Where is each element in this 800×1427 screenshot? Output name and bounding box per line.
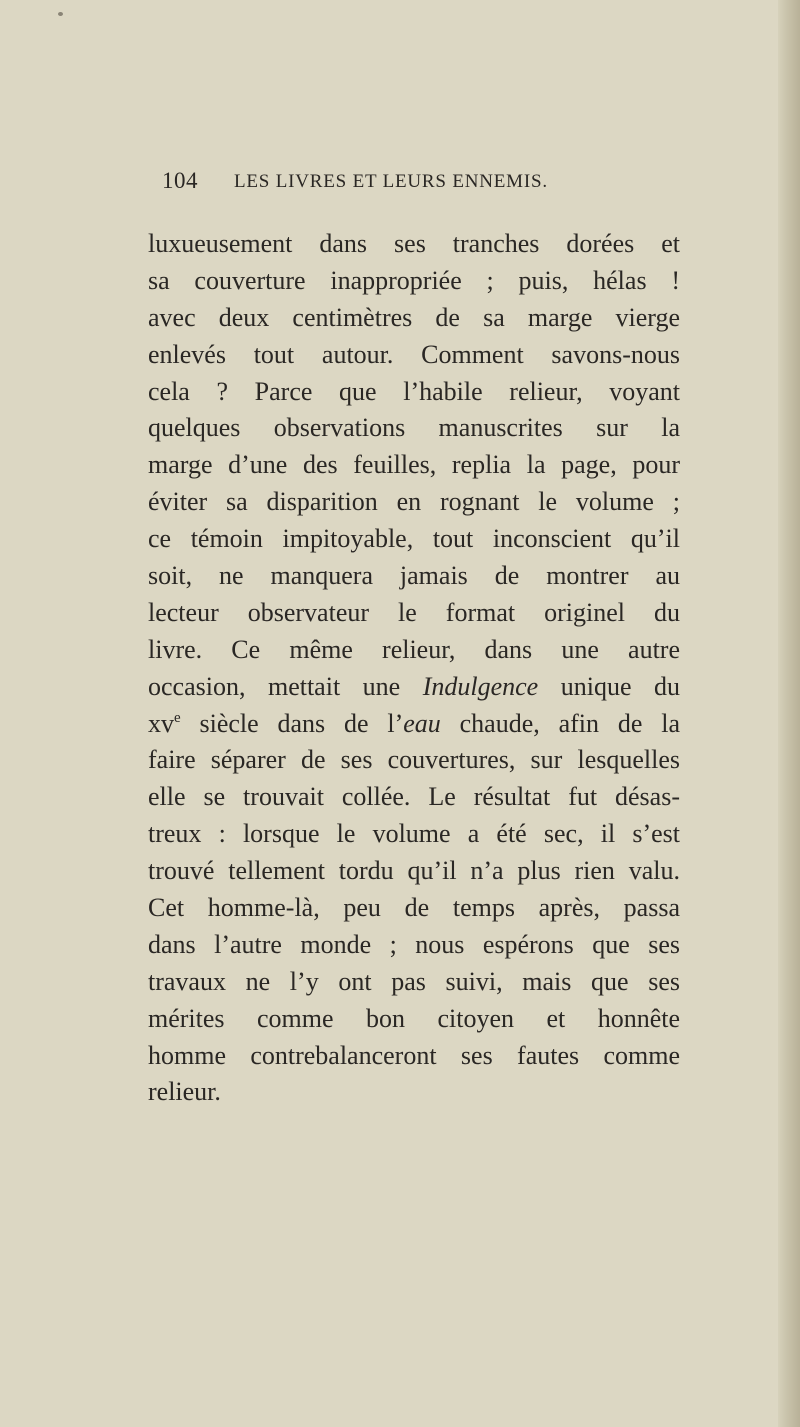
running-header — [162, 168, 642, 198]
italic-term: eau — [403, 708, 441, 738]
superscript: e — [174, 709, 181, 726]
text-line: dans l’autre monde ; nous espérons que ses — [148, 929, 680, 959]
text-line: enlevés tout autour. Comment savons-nous — [148, 339, 680, 369]
page-edge-shadow — [778, 0, 800, 1427]
text-line: cela ? Parce que l’habile relieur, voyant — [148, 376, 680, 406]
text-line: éviter sa disparition en rognant le volume ; — [148, 487, 680, 517]
text-line: trouvé tellement tordu qu’il n’a plus rien valu. — [148, 856, 680, 886]
text-line: soit, ne manquera jamais de montrer au — [148, 561, 680, 591]
text-line: occasion, mettait une Indulgence unique du — [148, 671, 681, 701]
text-line: marge d’une des feuilles, replia la page, pour — [148, 450, 680, 480]
text-line: homme contrebalanceront ses fautes comme — [148, 1040, 680, 1070]
text-line: quelques observations manuscrites sur la — [148, 413, 680, 443]
text-line: avec deux centimètres de sa marge vierge — [148, 302, 680, 332]
text-line: livre. Ce même relieur, dans une autre — [148, 634, 680, 664]
text-line: treux : lorsque le volume a été sec, il s’est — [148, 819, 680, 849]
text-line: faire séparer de ses couvertures, sur lesquelles — [148, 745, 680, 775]
paper-speck — [58, 12, 63, 16]
text-line: ce témoin impitoyable, tout inconscient qu’il — [148, 524, 680, 554]
text-line: elle se trouvait collée. Le résultat fut désas- — [148, 782, 680, 812]
text-line: mérites comme bon citoyen et honnête — [148, 1003, 680, 1033]
text-line: sa couverture inappropriée ; puis, hélas ! — [148, 265, 680, 295]
text-line: travaux ne l’y ont pas suivi, mais que ses — [148, 966, 680, 996]
page-number: 104 — [162, 168, 198, 193]
text-line: relieur. — [148, 1077, 221, 1107]
text-line: lecteur observateur le format originel du — [148, 597, 680, 627]
text-line: $xv^e$ siècle dans de l’eau chaude, afin de la — [148, 708, 680, 738]
text-line: luxueusement dans ses tranches dorées et — [148, 229, 680, 258]
running-title: LES LIVRES ET LEURS ENNEMIS. — [234, 171, 548, 192]
italic-term: Indulgence — [422, 671, 539, 701]
body-text — [148, 226, 680, 1111]
text-line: Cet homme-là, peu de temps après, passa — [148, 893, 680, 923]
